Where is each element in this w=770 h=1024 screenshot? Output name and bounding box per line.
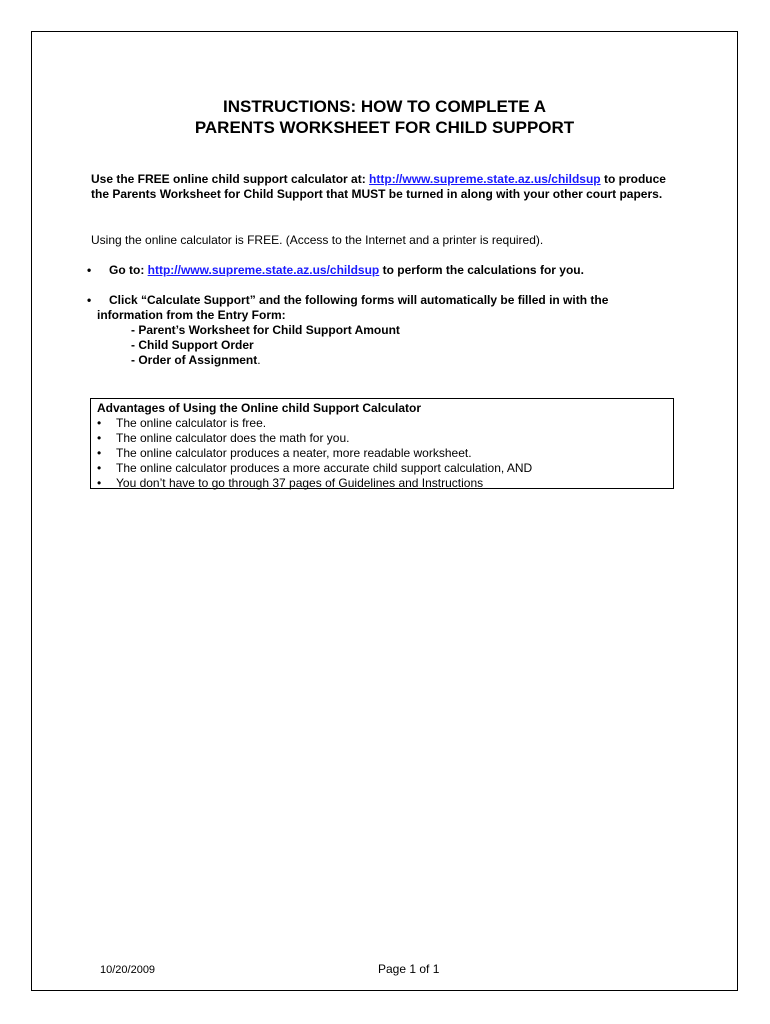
step2-line-2: information from the Entry Form: — [97, 308, 286, 322]
form-item-period: . — [257, 353, 261, 367]
advantage-text: The online calculator produces a neater, more readable worksheet. — [116, 446, 472, 460]
bullet-icon: • — [97, 446, 102, 460]
advantages-title: Advantages of Using the Online child Support Calculator — [97, 401, 422, 415]
form-item-worksheet: - Parent’s Worksheet for Child Support Amount — [131, 323, 400, 337]
bullet-icon: • — [97, 461, 102, 475]
advantage-item — [97, 461, 667, 476]
step1-text-after-link: to perform the calculations for you. — [379, 263, 584, 277]
footer-date: 10/20/2009 — [100, 964, 156, 976]
advantage-text: The online calculator does the math for you. — [116, 431, 350, 445]
advantage-item — [97, 446, 667, 461]
free-note-paragraph: Using the online calculator is FREE. (Access to the Internet and a printer is required). — [91, 233, 544, 247]
title-line-2: PARENTS WORKSHEET FOR CHILD SUPPORT — [194, 118, 575, 137]
advantage-item — [97, 416, 667, 431]
advantage-text: The online calculator produces a more accurate child support calculation, AND — [116, 461, 533, 475]
form-item-child-support-order: - Child Support Order — [131, 338, 254, 352]
forms-list — [109, 323, 669, 368]
bullet-icon: • — [97, 476, 102, 490]
intro-text-after-link: to produce the Parents Worksheet for Child Support that MUST be turned in along with your other court papers. — [91, 172, 666, 201]
footer-page-number: Page 1 of 1 — [378, 962, 440, 976]
form-item-order-of-assignment-label: - Order of Assignment — [131, 353, 258, 367]
advantages-box — [90, 398, 674, 489]
step2-line-1: Click “Calculate Support” and the following forms will automatically be filled in with the — [109, 293, 609, 307]
bullet-icon: • — [87, 263, 92, 277]
intro-paragraph — [91, 172, 681, 202]
intro-text-before-link: Use the FREE online child support calculator at: — [91, 172, 370, 186]
advantage-text: You don’t have to go through 37 pages of Guidelines and Instructions — [116, 476, 484, 490]
bullet-icon: • — [97, 416, 102, 430]
advantage-text: The online calculator is free. — [116, 416, 267, 430]
form-item-order-of-assignment — [131, 353, 669, 368]
document-title — [31, 96, 738, 138]
bullet-icon: • — [87, 293, 92, 307]
calculator-link[interactable]: http://www.supreme.state.az.us/childsup — [369, 172, 601, 186]
bullet-icon: • — [97, 431, 102, 445]
advantage-item — [97, 431, 667, 446]
step1-calculator-link[interactable]: http://www.supreme.state.az.us/childsup — [147, 263, 380, 277]
advantage-item — [97, 476, 667, 491]
step1-text-before-link: Go to: — [109, 263, 148, 277]
title-line-1: INSTRUCTIONS: HOW TO COMPLETE A — [223, 97, 546, 116]
